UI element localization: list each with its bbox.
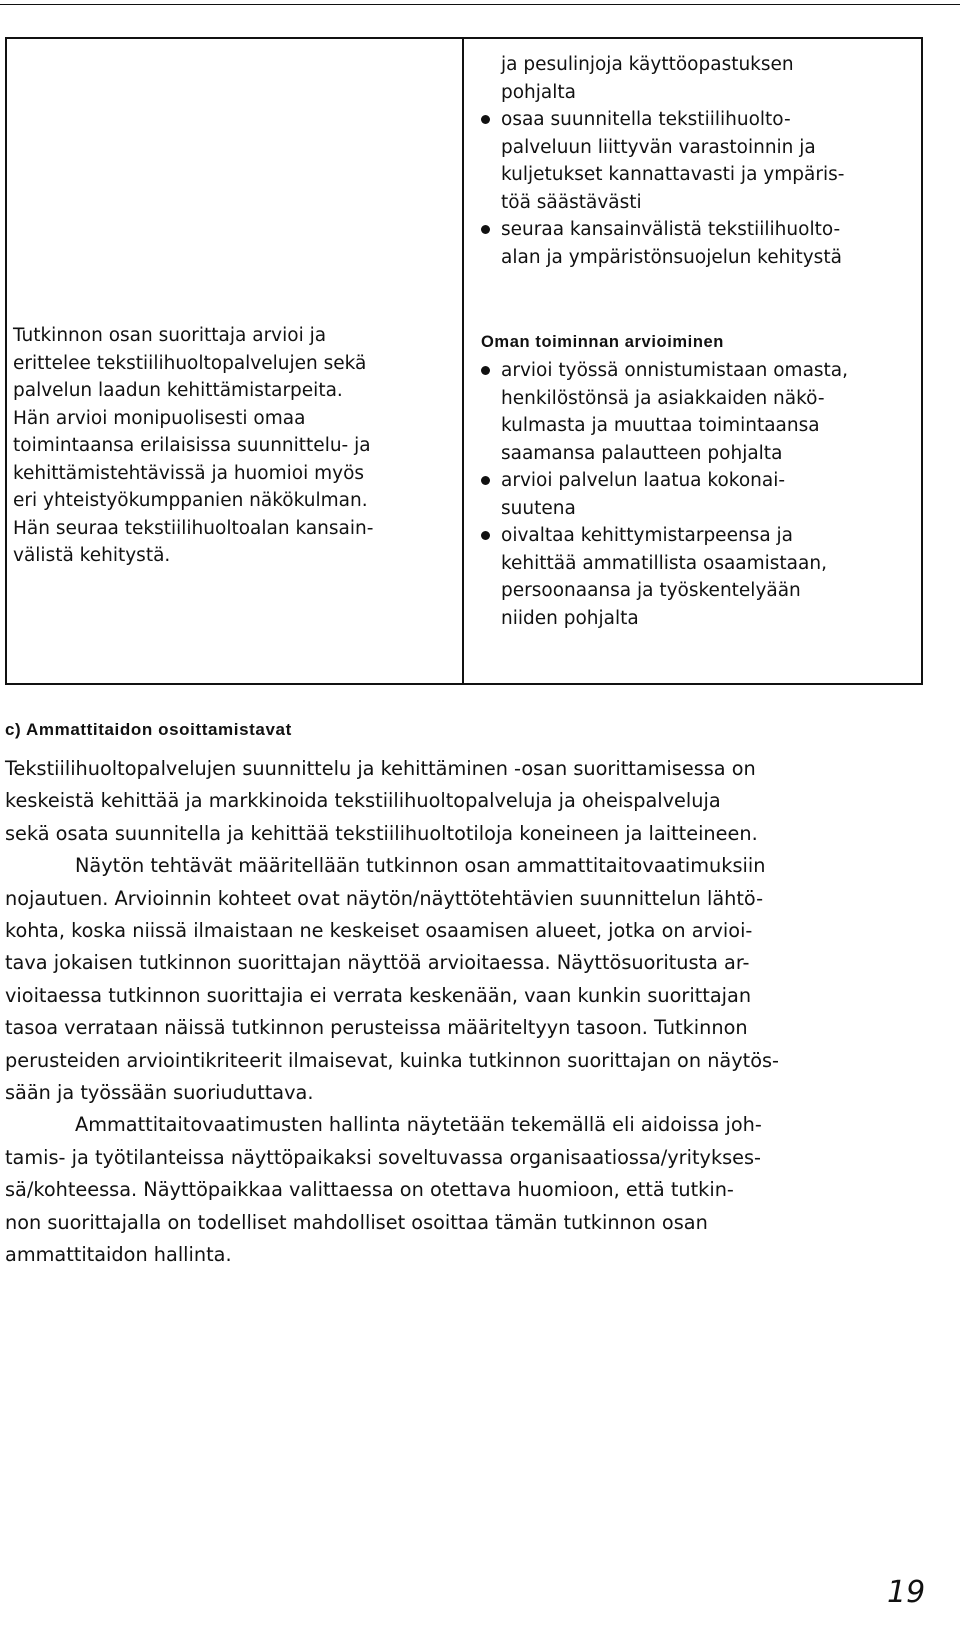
bullet-icon <box>481 476 490 485</box>
left-cell-line: erittelee tekstiilihuoltopalvelujen sekä <box>13 352 367 374</box>
left-cell-line: kehittämistehtävissä ja huomioi myös <box>13 462 365 484</box>
right-cell-top-list <box>501 51 844 271</box>
body-line: nojautuen. Arvioinnin kohteet ovat näytön/näyttötehtävien suunnittelun lähtö- <box>5 886 764 910</box>
left-cell-line: toimintaansa erilaisissa suunnittelu- ja <box>13 435 371 456</box>
right-cell-self-assessment <box>481 330 849 632</box>
body-line: sä/kohteessa. Näyttöpaikkaa valittaessa on otettava huomioon, että tutkin- <box>5 1178 734 1202</box>
list-item <box>501 412 848 440</box>
list-item <box>501 467 848 495</box>
list-item-text: palveluun liittyvän varastoinnin ja <box>501 136 816 158</box>
list-item <box>501 106 844 134</box>
body-line: Tekstiilihuoltopalvelujen suunnittelu ja kehittäminen -osan suorittamisessa on <box>5 757 756 780</box>
body-line: vioitaessa tutkinnon suorittajia ei verrata keskenään, vaan kunkin suorittajan <box>5 983 752 1007</box>
list-item <box>501 550 848 578</box>
list-item-text: suutena <box>501 497 576 519</box>
list-item-text: arvioi palvelun laatua kokonai- <box>501 470 786 491</box>
body-line: kohta, koska niissä ilmaistaan ne keskeiset osaamisen alueet, jotka on arvioi- <box>5 919 753 943</box>
section-body <box>5 753 925 1272</box>
list-item <box>501 244 844 272</box>
bullet-icon <box>481 115 490 124</box>
left-cell-assessment-text <box>13 322 453 570</box>
bullet-icon <box>481 531 490 540</box>
list-item <box>501 522 848 550</box>
list-item-text: kuljetukset kannattavasti ja ympäris- <box>501 164 845 185</box>
list-item <box>501 495 848 523</box>
list-item-text: alan ja ympäristönsuojelun kehitystä <box>501 246 842 268</box>
list-item-text: arvioi työssä onnistumistaan omasta, <box>501 360 849 381</box>
list-item-text: persoonaansa ja työskentelyään <box>501 580 801 601</box>
body-line: Ammattitaitovaatimusten hallinta näytetään tekemällä eli aidoissa joh- <box>75 1113 762 1137</box>
body-line: sekä osata suunnitella ja kehittää tekstiilihuoltotiloja koneineen ja laitteineen. <box>5 821 758 845</box>
list-item-text: oivaltaa kehittymistarpeensa ja <box>501 525 794 546</box>
body-line: perusteiden arviointikriteerit ilmaisevat, kuinka tutkinnon suorittajan on näytös- <box>5 1048 779 1072</box>
body-line: non suorittajalla on todelliset mahdolliset osoittaa tämän tutkinnon osan <box>5 1210 708 1234</box>
list-item-text: seuraa kansainvälistä tekstiilihuolto- <box>501 219 841 240</box>
list-item-text: töä säästävästi <box>501 191 642 213</box>
list-item <box>501 577 848 605</box>
list-item-text: niiden pohjalta <box>501 607 639 629</box>
list-item <box>501 79 844 107</box>
left-cell-line: Tutkinnon osan suorittaja arvioi ja <box>13 325 327 346</box>
body-line: tamis- ja työtilanteissa näyttöpaikaksi soveltuvassa organisaatiossa/yritykses- <box>5 1145 762 1169</box>
list-item-text: kehittää ammatillista osaamistaan, <box>501 552 827 574</box>
list-item <box>501 134 844 162</box>
list-item <box>501 161 844 189</box>
body-line: Näytön tehtävät määritellään tutkinnon osan ammattitaitovaatimuksiin <box>75 854 766 878</box>
competence-table <box>5 37 923 685</box>
body-line: tasoa verrataan näissä tutkinnon perusteissa määriteltyyn tasoon. Tutkinnon <box>5 1016 748 1040</box>
list-item-text: osaa suunnitella tekstiilihuolto- <box>501 109 791 130</box>
list-item-text: henkilöstönsä ja asiakkaiden näkö- <box>501 387 825 409</box>
left-cell-line: Hän arvioi monipuolisesti omaa <box>13 407 306 429</box>
left-cell-line: välistä kehitystä. <box>13 545 171 566</box>
bullet-icon <box>481 366 490 375</box>
left-cell-line: palvelun laadun kehittämistarpeita. <box>13 380 343 401</box>
list-item <box>501 440 848 468</box>
body-line: tava jokaisen tutkinnon suorittajan näyttöä arvioitaessa. Näyttösuoritusta ar- <box>5 951 750 975</box>
list-item-text: pohjalta <box>501 81 576 103</box>
page-number: 19 <box>887 1575 926 1610</box>
top-rule <box>0 4 960 5</box>
list-item-text: ja pesulinjoja käyttöopastuksen <box>501 54 794 75</box>
body-line: ammattitaidon hallinta. <box>5 1243 232 1267</box>
column-divider <box>462 39 464 683</box>
bullet-icon <box>481 225 490 234</box>
body-line: keskeistä kehittää ja markkinoida tekstiilihuoltopalveluja ja oheispalveluja <box>5 789 721 813</box>
list-item <box>501 357 848 385</box>
list-item-text: kulmasta ja muuttaa toimintaansa <box>501 415 820 436</box>
list-item <box>501 51 844 79</box>
list-item <box>501 385 848 413</box>
list-item <box>501 189 844 217</box>
list-item <box>501 605 848 633</box>
body-line: sään ja työssään suoriuduttava. <box>5 1081 314 1105</box>
list-item-text: saamansa palautteen pohjalta <box>501 442 783 464</box>
left-cell-line: Hän seuraa tekstiilihuoltoalan kansain- <box>13 517 374 539</box>
subsection-heading: Oman toiminnan arvioiminen <box>481 333 724 351</box>
list-item <box>501 216 844 244</box>
section-heading: c) Ammattitaidon osoittamistavat <box>5 720 292 739</box>
left-cell-line: eri yhteistyökumppanien näkökulman. <box>13 490 368 511</box>
